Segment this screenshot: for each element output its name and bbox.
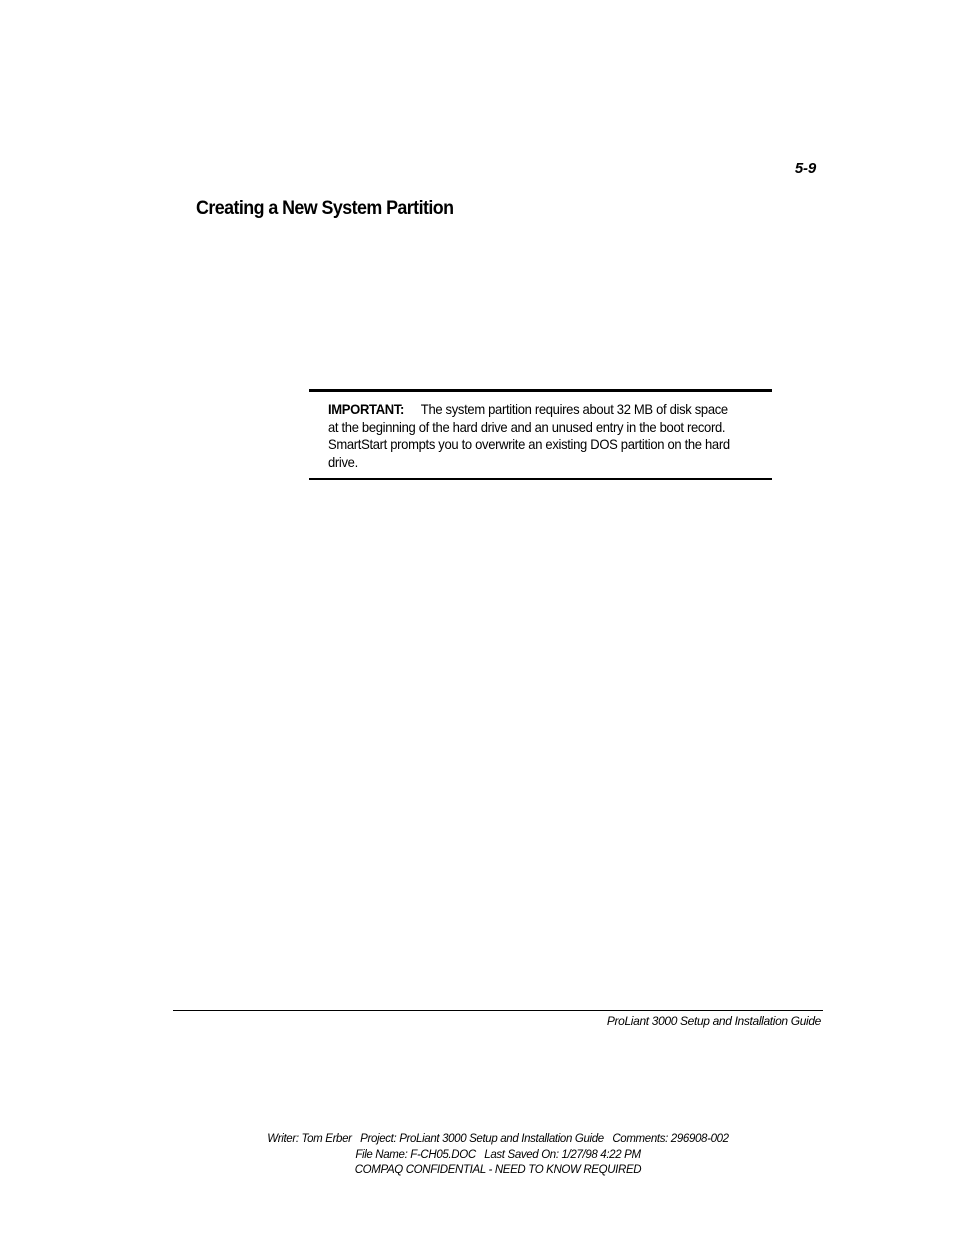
important-note-text: The system partition requires about 32 MB of disk space at the beginning of the hard drive and an unused entry in the boot record. SmartStart prompts you to overwrite an existing DOS partition on the hard drive. (328, 401, 730, 470)
draft-info-confidential-line: COMPAQ CONFIDENTIAL - NEED TO KNOW REQUIRED (354, 1164, 642, 1176)
draft-info-writer-line: Writer: Tom Erber Project: ProLiant 3000 Setup and Installation Guide Comments: 296908-002 (267, 1133, 729, 1145)
draft-info-block (200, 1132, 796, 1179)
page-number: 5-9 (794, 160, 816, 177)
important-label: IMPORTANT: (328, 401, 405, 417)
section-heading: Creating a New System Partition (196, 198, 454, 219)
draft-info-file-line: File Name: F-CH05.DOC Last Saved On: 1/27/98 4:22 PM (355, 1148, 641, 1161)
footer-divider (173, 1010, 823, 1011)
footer-guide-title: ProLiant 3000 Setup and Installation Guide (606, 1014, 821, 1028)
important-note-content (328, 401, 733, 471)
important-note-box (309, 389, 772, 480)
